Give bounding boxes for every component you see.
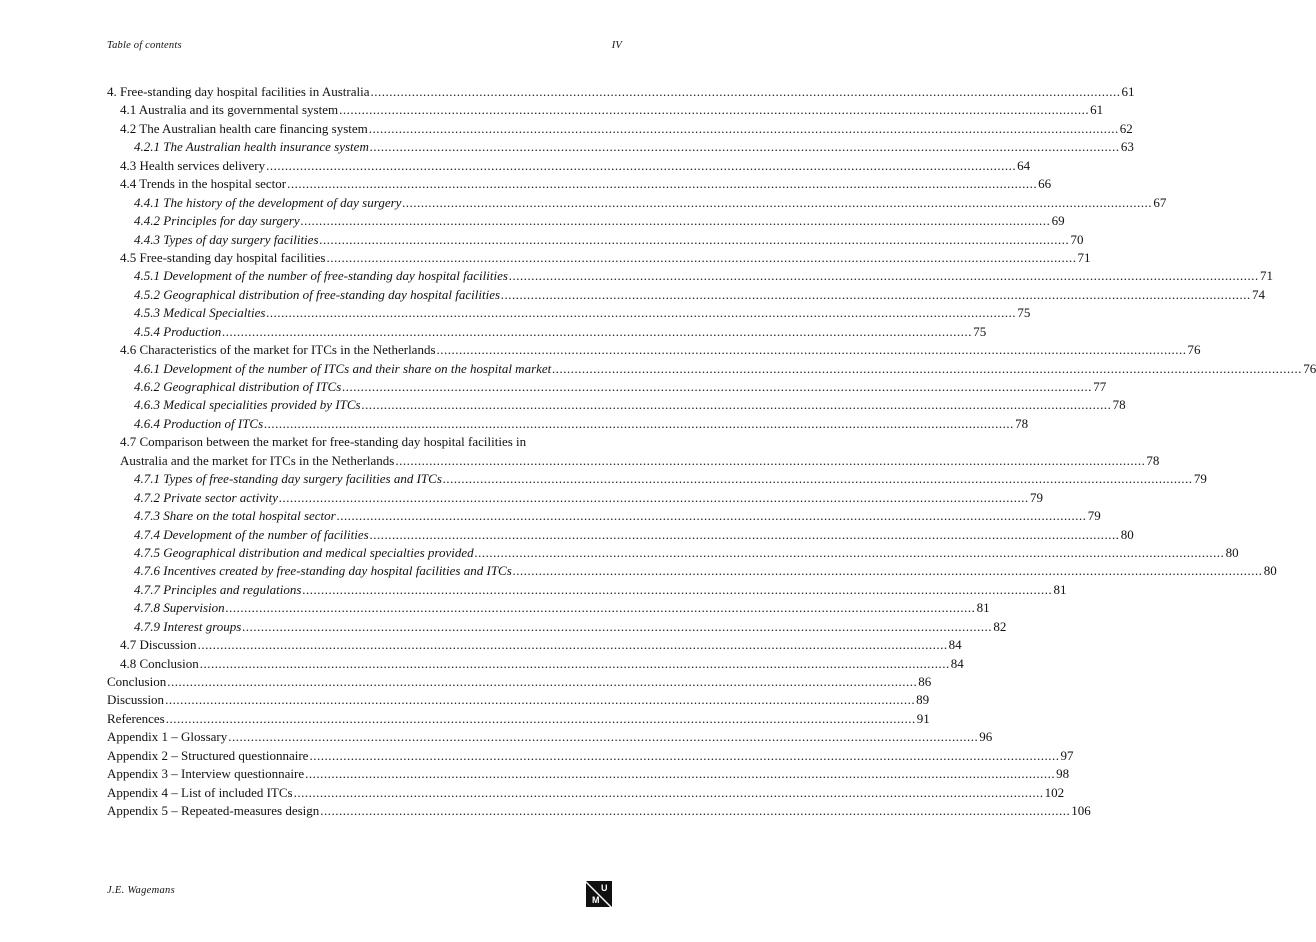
dot-leader bbox=[437, 341, 1187, 359]
toc-entry[interactable] bbox=[107, 581, 1067, 599]
dot-leader bbox=[222, 323, 972, 341]
toc-entry[interactable] bbox=[107, 747, 1074, 765]
toc-entry-title: 4.5.4 Production bbox=[134, 323, 222, 339]
toc-entry-title: 4.6.1 Development of the number of ITCs and their share on the hospital market bbox=[134, 360, 552, 376]
toc-entry-title: Conclusion bbox=[107, 674, 167, 689]
toc-entry[interactable] bbox=[107, 323, 987, 341]
dot-leader bbox=[266, 157, 1016, 175]
dot-leader bbox=[509, 267, 1259, 285]
dot-leader bbox=[370, 138, 1120, 156]
toc-page-number: 70 bbox=[1070, 231, 1084, 247]
toc-entry-title: Australia and the market for ITCs in the Netherlands bbox=[120, 452, 395, 468]
dot-leader bbox=[370, 83, 1120, 101]
toc-entry-title: 4.4.1 The history of the development of day surgery bbox=[134, 194, 402, 210]
dot-leader bbox=[326, 249, 1076, 267]
toc-entry-title: 4.6.2 Geographical distribution of ITCs bbox=[134, 379, 342, 394]
toc-entry-title: 4.7.7 Principles and regulations bbox=[134, 581, 302, 597]
dot-leader bbox=[167, 673, 917, 691]
toc-entry-title: 4.2.1 The Australian health insurance system bbox=[134, 139, 369, 155]
toc-entry[interactable] bbox=[107, 673, 932, 691]
toc-page-number: 96 bbox=[979, 729, 993, 745]
toc-entry[interactable] bbox=[107, 765, 1070, 783]
toc-entry-title: Appendix 5 – Repeated-measures design bbox=[107, 803, 320, 819]
toc-entry[interactable] bbox=[107, 599, 990, 617]
toc-page-number: 98 bbox=[1056, 766, 1070, 782]
dot-leader bbox=[513, 562, 1263, 580]
toc-entry-title: 4.5 Free-standing day hospital facilities bbox=[120, 249, 326, 265]
toc-entry-title: 4.7.9 Interest groups bbox=[134, 618, 242, 634]
toc-entry[interactable] bbox=[107, 267, 1273, 285]
toc-entry-title: Appendix 1 – Glossary bbox=[107, 729, 228, 745]
dot-leader bbox=[402, 194, 1152, 212]
toc-entry-title: 4.4.2 Principles for day surgery bbox=[134, 213, 300, 229]
toc-page-number: 75 bbox=[1017, 305, 1031, 321]
toc-entry[interactable] bbox=[107, 157, 1031, 175]
dot-leader bbox=[294, 784, 1044, 802]
toc-entry[interactable] bbox=[107, 691, 930, 709]
dot-leader bbox=[395, 452, 1145, 470]
dot-leader bbox=[302, 581, 1052, 599]
toc-entry[interactable] bbox=[107, 710, 930, 728]
toc-entry[interactable] bbox=[107, 341, 1201, 359]
dot-leader bbox=[501, 286, 1251, 304]
toc-entry-title: 4.7.5 Geographical distribution and medical specialties provided bbox=[134, 544, 474, 560]
toc-page-number: 84 bbox=[948, 637, 962, 653]
toc-entry[interactable] bbox=[107, 507, 1101, 525]
toc-entry[interactable] bbox=[107, 636, 962, 654]
toc-entry-title: Discussion bbox=[107, 692, 165, 708]
toc-entry[interactable] bbox=[107, 728, 993, 746]
page-header bbox=[107, 40, 622, 56]
dot-leader bbox=[443, 470, 1193, 488]
toc-entry[interactable] bbox=[107, 415, 1029, 433]
dot-leader bbox=[165, 691, 915, 709]
toc-page-number: 77 bbox=[1093, 379, 1107, 394]
toc-entry-title: 4.8 Conclusion bbox=[120, 655, 199, 671]
toc-page-number: 78 bbox=[1146, 452, 1160, 468]
dot-leader bbox=[337, 507, 1087, 525]
toc-page-number: 74 bbox=[1252, 286, 1266, 302]
toc-page-number: 81 bbox=[976, 600, 990, 616]
toc-entry-title: 4.7.1 Types of free-standing day surgery facilities and ITCs bbox=[134, 471, 442, 487]
toc-page-number: 89 bbox=[916, 692, 930, 708]
toc-entry[interactable] bbox=[107, 784, 1065, 802]
footer-author: J.E. Wagemans bbox=[107, 885, 175, 896]
toc-entry[interactable] bbox=[107, 212, 1065, 230]
toc-entry-title: 4.6.3 Medical specialities provided by ITCs bbox=[134, 397, 361, 413]
university-logo bbox=[584, 879, 614, 909]
toc-page-number: 75 bbox=[973, 323, 987, 339]
toc-entry-title: 4.1 Australia and its governmental system bbox=[120, 102, 339, 118]
toc-entry-title: 4.6.4 Production of ITCs bbox=[134, 415, 264, 431]
toc-entry[interactable] bbox=[107, 83, 1135, 101]
dot-leader bbox=[369, 120, 1119, 138]
toc-page-number: 97 bbox=[1060, 747, 1074, 763]
dot-leader bbox=[370, 526, 1120, 544]
toc-entry-title: Appendix 2 – Structured questionnaire bbox=[107, 747, 309, 763]
header-page-number: IV bbox=[611, 40, 622, 51]
dot-leader bbox=[264, 415, 1014, 433]
toc-entry[interactable] bbox=[107, 378, 1107, 396]
toc-page-number: 76 bbox=[1303, 360, 1316, 376]
toc-entry-title: 4.7.4 Development of the number of facilities bbox=[134, 526, 369, 542]
dot-leader bbox=[266, 304, 1016, 322]
toc-entry-title: 4.5.3 Medical Specialties bbox=[134, 305, 266, 321]
toc-entry[interactable] bbox=[107, 802, 1091, 820]
dot-leader bbox=[320, 802, 1070, 820]
toc-entry-title: 4.7.2 Private sector activity bbox=[134, 489, 279, 505]
toc-entry-title: 4.7.8 Supervision bbox=[134, 600, 225, 616]
toc-page-number: 78 bbox=[1112, 397, 1126, 413]
toc-entry-title[interactable]: 4.7 Comparison between the market for free-standing day hospital facilities in bbox=[120, 434, 527, 450]
dot-leader bbox=[198, 636, 948, 654]
toc-entry-title: 4.3 Health services delivery bbox=[120, 157, 266, 173]
dot-leader bbox=[305, 765, 1055, 783]
toc-page-number: 78 bbox=[1015, 415, 1029, 431]
toc-page-number: 69 bbox=[1051, 213, 1065, 229]
toc-entry[interactable] bbox=[107, 396, 1126, 414]
toc-entry[interactable] bbox=[107, 562, 1277, 580]
logo-letter-m: M bbox=[592, 895, 600, 905]
dot-leader bbox=[309, 747, 1059, 765]
toc-page-number: 79 bbox=[1193, 471, 1207, 487]
toc-entry[interactable] bbox=[107, 655, 964, 673]
toc-page-number: 62 bbox=[1119, 120, 1133, 136]
toc-entry[interactable] bbox=[107, 470, 1207, 488]
toc-page-number: 80 bbox=[1120, 526, 1134, 542]
toc-entry[interactable] bbox=[107, 452, 1160, 470]
toc-page-number: 67 bbox=[1153, 194, 1167, 210]
toc-page-number: 86 bbox=[918, 674, 932, 689]
toc-entry[interactable] bbox=[107, 544, 1239, 562]
toc-page-number: 91 bbox=[916, 710, 930, 726]
toc-entry[interactable] bbox=[107, 360, 1316, 378]
dot-leader bbox=[279, 489, 1029, 507]
toc-entry-title: 4.7.6 Incentives created by free-standing day hospital facilities and ITCs bbox=[134, 563, 512, 579]
toc-entry-title: 4.4.3 Types of day surgery facilities bbox=[134, 231, 319, 247]
toc-entry[interactable] bbox=[107, 526, 1134, 544]
dot-leader bbox=[301, 212, 1051, 230]
toc-entry-title: References bbox=[107, 710, 165, 726]
toc-entry-title: Appendix 3 – Interview questionnaire bbox=[107, 766, 305, 782]
toc-page-number: 61 bbox=[1090, 102, 1104, 118]
dot-leader bbox=[552, 360, 1302, 378]
toc-entry[interactable] bbox=[107, 286, 1266, 304]
toc-entry[interactable] bbox=[107, 138, 1134, 156]
toc-entry[interactable] bbox=[107, 618, 1007, 636]
header-section-title: Table of contents bbox=[107, 40, 182, 51]
toc-page-number: 66 bbox=[1038, 176, 1052, 192]
toc-entry[interactable] bbox=[107, 120, 1133, 138]
dot-leader bbox=[475, 544, 1225, 562]
toc-entry[interactable] bbox=[107, 175, 1052, 193]
toc-page-number: 106 bbox=[1071, 803, 1091, 819]
toc-entry-title: 4.7.3 Share on the total hospital sector bbox=[134, 508, 336, 524]
dot-leader bbox=[362, 396, 1112, 414]
toc-page-number: 63 bbox=[1120, 139, 1134, 155]
toc-page-number: 80 bbox=[1263, 563, 1277, 579]
toc-page-number: 80 bbox=[1225, 544, 1239, 560]
dot-leader bbox=[226, 599, 976, 617]
toc-entry[interactable] bbox=[107, 249, 1091, 267]
toc-entry[interactable] bbox=[107, 101, 1104, 119]
toc-entry-title: 4.6 Characteristics of the market for ITCs in the Netherlands bbox=[120, 342, 436, 358]
toc-entry-title: 4.7 Discussion bbox=[120, 637, 197, 653]
toc-entry-title: 4.2 The Australian health care financing system bbox=[120, 120, 368, 136]
toc-page-number: 76 bbox=[1187, 342, 1201, 358]
dot-leader bbox=[287, 175, 1037, 193]
dot-leader bbox=[342, 378, 1092, 396]
dot-leader bbox=[166, 710, 916, 728]
toc-page-number: 71 bbox=[1077, 249, 1091, 265]
toc-page-number: 79 bbox=[1030, 489, 1044, 505]
toc-entry-title: 4. Free-standing day hospital facilities in Australia bbox=[107, 84, 370, 99]
toc-page-number: 64 bbox=[1017, 157, 1031, 173]
toc-entry-title: Appendix 4 – List of included ITCs bbox=[107, 784, 293, 800]
dot-leader bbox=[228, 728, 978, 746]
toc-entry[interactable] bbox=[107, 231, 1084, 249]
dot-leader bbox=[242, 618, 992, 636]
toc-entry[interactable] bbox=[107, 489, 1044, 507]
toc-page-number: 102 bbox=[1044, 784, 1065, 800]
toc-page-number: 61 bbox=[1121, 84, 1135, 99]
dot-leader bbox=[320, 231, 1070, 249]
toc-page-number: 79 bbox=[1087, 508, 1101, 524]
dot-leader bbox=[200, 655, 950, 673]
toc-entry-title: 4.5.2 Geographical distribution of free-standing day hospital facilities bbox=[134, 286, 501, 302]
toc-entry[interactable] bbox=[107, 194, 1167, 212]
toc-page-number: 81 bbox=[1053, 581, 1067, 597]
toc-page-number: 71 bbox=[1259, 268, 1273, 284]
toc-page-number: 82 bbox=[993, 618, 1007, 634]
logo-letter-u: U bbox=[601, 883, 608, 893]
table-of-contents bbox=[107, 83, 1316, 821]
toc-entry-title: 4.4 Trends in the hospital sector bbox=[120, 176, 287, 192]
toc-page-number: 84 bbox=[950, 655, 964, 671]
toc-entry-title: 4.5.1 Development of the number of free-standing day hospital facilities bbox=[134, 268, 508, 284]
toc-entry[interactable] bbox=[107, 304, 1031, 322]
dot-leader bbox=[339, 101, 1089, 119]
